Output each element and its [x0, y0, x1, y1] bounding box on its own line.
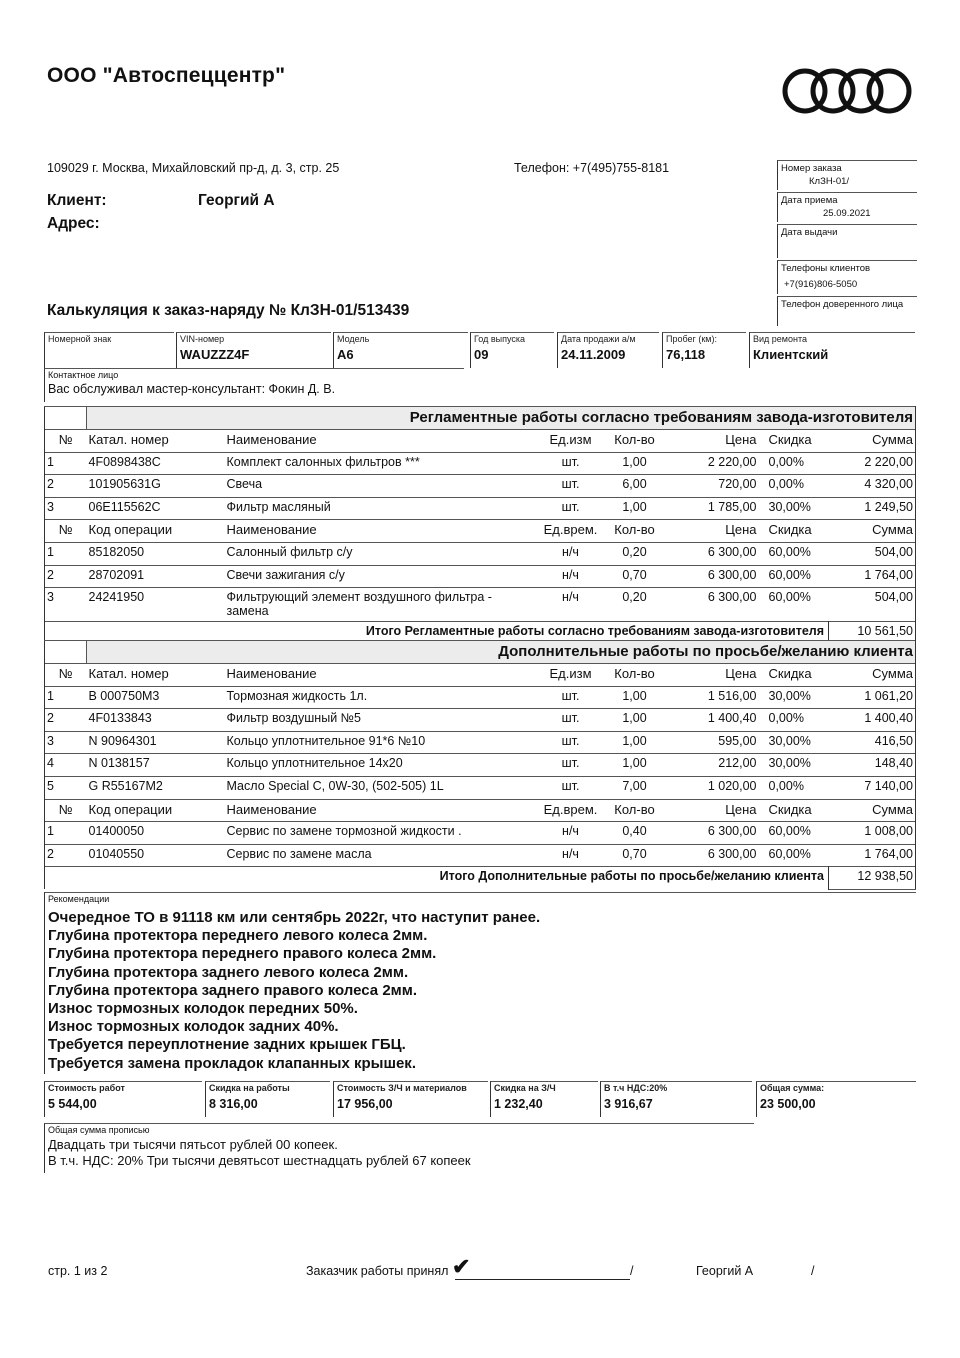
order-number-value: КлЗН-01/ [809, 176, 850, 187]
cell-sum: 4 320,00 [829, 475, 916, 498]
vat-box [600, 1081, 752, 1117]
contact-label: Контактное лицо [48, 370, 119, 380]
labor-discount-label: Скидка на работы [209, 1083, 290, 1093]
calculation-title: Калькуляция к заказ-наряду № КлЗН-01/513439 [47, 302, 410, 319]
parts-discount-value: 1 232,40 [494, 1097, 543, 1111]
year-label: Год выпуска [474, 334, 525, 344]
labor-cost-label: Стоимость работ [48, 1083, 125, 1093]
received-date-label: Дата приема [781, 195, 838, 206]
section-blank-cell [45, 641, 87, 664]
plate-number-box [44, 332, 174, 368]
cell-qty: 7,00 [605, 776, 665, 799]
cell-name: Кольцо уплотнительное 14x20 [225, 754, 537, 777]
column-header: Наименование [225, 520, 537, 543]
grand-total-label: Общая сумма: [760, 1083, 825, 1093]
cell-name: Сервис по замене масла [225, 844, 537, 867]
cell-code: 01040550 [87, 844, 225, 867]
cell-discount: 30,00% [759, 754, 829, 777]
order-number-box [777, 160, 917, 190]
column-header: Скидка [759, 799, 829, 822]
part-row [45, 776, 916, 799]
cell-price: 6 300,00 [665, 844, 759, 867]
client-phones-box [777, 260, 917, 294]
client-name: Георгий А [198, 192, 275, 209]
column-header: Кол-во [605, 520, 665, 543]
recommendation-line: Требуется замена прокладок клапанных крышек. [48, 1054, 416, 1072]
cell-name: Фильтрующий элемент воздушного фильтра - замена [225, 588, 537, 622]
column-header: Скидка [759, 520, 829, 543]
cell-unit: шт. [537, 686, 605, 709]
cell-code: N 0138157 [87, 754, 225, 777]
grand-total-value: 23 500,00 [760, 1097, 816, 1111]
cell-code: 06E115562C [87, 497, 225, 520]
additional-works-table [44, 640, 916, 890]
part-row [45, 731, 916, 754]
cell-price: 1 400,40 [665, 709, 759, 732]
column-header: Ед.изм [537, 664, 605, 687]
column-header: Цена [665, 430, 759, 453]
plate-number-label: Номерной знак [48, 334, 112, 344]
cell-unit: н/ч [537, 844, 605, 867]
column-header: Наименование [225, 430, 537, 453]
column-header: № [45, 799, 87, 822]
section-title-row [45, 641, 916, 664]
column-header: Наименование [225, 799, 537, 822]
year-value: 09 [474, 347, 489, 362]
column-header: Скидка [759, 430, 829, 453]
part-row [45, 497, 916, 520]
amount-in-words-label: Общая сумма прописью [48, 1125, 150, 1135]
column-header: Катал. номер [87, 430, 225, 453]
cell-code: 4F0133843 [87, 709, 225, 732]
cell-sum: 1 764,00 [829, 844, 916, 867]
cell-qty: 0,70 [605, 565, 665, 588]
recommendation-line: Износ тормозных колодок задних 40%. [48, 1018, 339, 1036]
recommendation-line: Глубина протектора переднего левого колеса 2мм. [48, 927, 428, 945]
recommendation-line: Глубина протектора заднего правого колеса 2мм. [48, 981, 418, 999]
mileage-box [662, 332, 746, 368]
column-header: Сумма [829, 520, 916, 543]
part-row [45, 452, 916, 475]
labor-cost-box [44, 1081, 202, 1117]
issue-date-label: Дата выдачи [781, 227, 838, 238]
column-header: Код операции [87, 520, 225, 543]
cell-qty: 1,00 [605, 452, 665, 475]
cell-code: G R55167M2 [87, 776, 225, 799]
sale-date-value: 24.11.2009 [561, 347, 626, 362]
column-header: Цена [665, 664, 759, 687]
year-box [470, 332, 554, 368]
order-number-label: Номер заказа [781, 163, 842, 174]
trusted-phone-label: Телефон доверенного лица [781, 299, 904, 310]
section-total-label: Итого Дополнительные работы по просьбе/желанию клиента [45, 867, 829, 890]
vin-label: VIN-номер [180, 334, 225, 344]
cell-name: Фильтр масляный [225, 497, 537, 520]
column-header: № [45, 520, 87, 543]
received-date-box [777, 192, 917, 222]
cell-code: 85182050 [87, 542, 225, 565]
column-header: Ед.врем. [537, 799, 605, 822]
contact-box [44, 368, 464, 402]
cell-code: B 000750M3 [87, 686, 225, 709]
column-header: Цена [665, 520, 759, 543]
scheduled-works-table [44, 406, 916, 645]
cell-unit: н/ч [537, 542, 605, 565]
cell-code: 101905631G [87, 475, 225, 498]
signature-line[interactable] [455, 1279, 630, 1280]
section-total-value: 12 938,50 [829, 867, 916, 890]
cell-no: 1 [45, 822, 87, 845]
cell-price: 595,00 [665, 731, 759, 754]
signer-name: Георгий А [696, 1264, 754, 1278]
cell-no: 2 [45, 475, 87, 498]
section-total-label: Итого Регламентные работы согласно требованиям завода-изготовителя [45, 622, 829, 645]
part-row [45, 754, 916, 777]
cell-no: 3 [45, 731, 87, 754]
cell-sum: 1 400,40 [829, 709, 916, 732]
labor-row [45, 588, 916, 622]
cell-sum: 148,40 [829, 754, 916, 777]
cell-discount: 60,00% [759, 844, 829, 867]
part-row [45, 475, 916, 498]
cell-sum: 504,00 [829, 588, 916, 622]
cell-unit: шт. [537, 731, 605, 754]
section-total-row [45, 867, 916, 890]
cell-unit: н/ч [537, 565, 605, 588]
column-header-row [45, 520, 916, 543]
contact-value: Вас обслуживал мастер-консультант: Фокин Д. В. [48, 382, 336, 396]
cell-sum: 1 061,20 [829, 686, 916, 709]
column-header: Ед.врем. [537, 520, 605, 543]
cell-code: 4F0898438C [87, 452, 225, 475]
parts-cost-label: Стоимость З/Ч и материалов [337, 1083, 467, 1093]
mileage-label: Пробег (км): [666, 334, 717, 344]
cell-qty: 0,70 [605, 844, 665, 867]
part-row [45, 709, 916, 732]
cell-no: 5 [45, 776, 87, 799]
recommendation-line: Требуется переуплотнение задних крышек ГБЦ. [48, 1036, 406, 1054]
cell-sum: 416,50 [829, 731, 916, 754]
labor-discount-value: 8 316,00 [209, 1097, 258, 1111]
column-header: Кол-во [605, 799, 665, 822]
cell-qty: 0,20 [605, 588, 665, 622]
cell-no: 1 [45, 542, 87, 565]
model-value: A6 [337, 347, 354, 362]
cell-sum: 504,00 [829, 542, 916, 565]
cell-qty: 1,00 [605, 754, 665, 777]
client-label: Клиент: [47, 192, 107, 209]
parts-cost-value: 17 956,00 [337, 1097, 393, 1111]
cell-unit: шт. [537, 497, 605, 520]
cell-discount: 60,00% [759, 565, 829, 588]
recommendations-label: Рекомендации [48, 894, 110, 904]
cell-discount: 0,00% [759, 452, 829, 475]
part-row [45, 686, 916, 709]
column-header: Сумма [829, 799, 916, 822]
cell-sum: 7 140,00 [829, 776, 916, 799]
cell-name: Тормозная жидкость 1л. [225, 686, 537, 709]
cell-qty: 6,00 [605, 475, 665, 498]
cell-name: Фильтр воздушный №5 [225, 709, 537, 732]
column-header: Цена [665, 799, 759, 822]
company-name: ООО "Автоспеццентр" [47, 64, 286, 87]
cell-price: 1 020,00 [665, 776, 759, 799]
column-header: № [45, 430, 87, 453]
cell-price: 1 785,00 [665, 497, 759, 520]
cell-price: 6 300,00 [665, 822, 759, 845]
vat-label: В т.ч НДС:20% [604, 1083, 668, 1093]
column-header-row [45, 799, 916, 822]
cell-no: 4 [45, 754, 87, 777]
cell-unit: шт. [537, 475, 605, 498]
sale-date-box [557, 332, 659, 368]
cell-price: 6 300,00 [665, 588, 759, 622]
column-header: Код операции [87, 799, 225, 822]
company-address: 109029 г. Москва, Михайловский пр-д, д. 3, стр. 25 [47, 161, 340, 175]
cell-qty: 1,00 [605, 709, 665, 732]
cell-no: 3 [45, 497, 87, 520]
cell-discount: 30,00% [759, 497, 829, 520]
labor-cost-value: 5 544,00 [48, 1097, 97, 1111]
parts-cost-box [333, 1081, 488, 1117]
labor-row [45, 844, 916, 867]
signer-slash: / [811, 1264, 815, 1278]
labor-row [45, 822, 916, 845]
cell-qty: 1,00 [605, 686, 665, 709]
cell-unit: шт. [537, 776, 605, 799]
page-number: стр. 1 из 2 [48, 1264, 108, 1278]
cell-name: Масло Special C, 0W-30, (502-505) 1L [225, 776, 537, 799]
cell-sum: 1 249,50 [829, 497, 916, 520]
cell-name: Свечи зажигания с/у [225, 565, 537, 588]
cell-discount: 30,00% [759, 731, 829, 754]
section-title-row [45, 407, 916, 430]
cell-name: Кольцо уплотнительное 91*6 №10 [225, 731, 537, 754]
four-rings-logo-icon [780, 66, 916, 116]
section-title: Регламентные работы согласно требованиям завода-изготовителя [87, 407, 916, 430]
column-header: Наименование [225, 664, 537, 687]
cell-price: 212,00 [665, 754, 759, 777]
cell-discount: 30,00% [759, 686, 829, 709]
customer-accepted-label: Заказчик работы принял [306, 1264, 449, 1278]
recommendation-line: Очередное ТО в 91118 км или сентябрь 2022г, что наступит ранее. [48, 909, 541, 926]
cell-qty: 1,00 [605, 497, 665, 520]
vin-box [176, 332, 331, 368]
cell-no: 2 [45, 709, 87, 732]
recommendation-line: Глубина протектора заднего левого колеса 2мм. [48, 963, 409, 981]
parts-discount-box [490, 1081, 598, 1117]
cell-qty: 1,00 [605, 731, 665, 754]
cell-unit: шт. [537, 709, 605, 732]
cell-price: 6 300,00 [665, 565, 759, 588]
signature-slash: / [630, 1264, 634, 1278]
recommendation-line: Глубина протектора переднего правого колеса 2мм. [48, 945, 437, 963]
grand-total-box [756, 1081, 916, 1117]
cell-discount: 0,00% [759, 776, 829, 799]
issue-date-box [777, 224, 917, 258]
parts-discount-label: Скидка на З/Ч [494, 1083, 556, 1093]
column-header: Ед.изм [537, 430, 605, 453]
column-header: Сумма [829, 430, 916, 453]
column-header: Кол-во [605, 430, 665, 453]
cell-name: Салонный фильтр с/у [225, 542, 537, 565]
cell-price: 6 300,00 [665, 542, 759, 565]
sale-date-label: Дата продажи а/м [561, 334, 636, 344]
section-title: Дополнительные работы по просьбе/желанию клиента [87, 641, 916, 664]
labor-discount-box [205, 1081, 330, 1117]
cell-price: 2 220,00 [665, 452, 759, 475]
cell-no: 1 [45, 452, 87, 475]
vat-value: 3 916,67 [604, 1097, 653, 1111]
cell-no: 2 [45, 844, 87, 867]
column-header: № [45, 664, 87, 687]
recommendation-line: Износ тормозных колодок передних 50%. [48, 1000, 358, 1018]
cell-name: Свеча [225, 475, 537, 498]
repair-type-value: Клиентский [753, 347, 829, 362]
cell-unit: н/ч [537, 588, 605, 622]
address-label: Адрес: [47, 215, 100, 232]
labor-row [45, 565, 916, 588]
labor-row [45, 542, 916, 565]
cell-unit: шт. [537, 754, 605, 777]
cell-no: 2 [45, 565, 87, 588]
vat-in-words-line: В т.ч. НДС: 20% Три тысячи девятьсот шестнадцать рублей 67 копеек [48, 1152, 471, 1168]
cell-code: 24241950 [87, 588, 225, 622]
vin-value: WAUZZZ4F [180, 347, 250, 362]
cell-qty: 0,20 [605, 542, 665, 565]
cell-discount: 0,00% [759, 475, 829, 498]
cell-sum: 2 220,00 [829, 452, 916, 475]
cell-no: 3 [45, 588, 87, 622]
cell-discount: 60,00% [759, 542, 829, 565]
cell-unit: шт. [537, 452, 605, 475]
section-total-value: 10 561,50 [829, 622, 916, 645]
column-header-row [45, 664, 916, 687]
cell-discount: 0,00% [759, 709, 829, 732]
company-phone: Телефон: +7(495)755-8181 [514, 161, 670, 175]
cell-sum: 1 764,00 [829, 565, 916, 588]
column-header: Кол-во [605, 664, 665, 687]
column-header: Катал. номер [87, 664, 225, 687]
client-phones-value: +7(916)806-5050 [784, 279, 858, 290]
amount-in-words-box [44, 1123, 754, 1173]
recommendations-box [44, 892, 916, 1074]
trusted-phone-box [777, 296, 917, 326]
model-label: Модель [337, 334, 370, 344]
section-blank-cell [45, 407, 87, 430]
column-header: Сумма [829, 664, 916, 687]
cell-code: N 90964301 [87, 731, 225, 754]
client-phones-label: Телефоны клиентов [781, 263, 871, 274]
column-header-row [45, 430, 916, 453]
cell-name: Сервис по замене тормозной жидкости . [225, 822, 537, 845]
cell-unit: н/ч [537, 822, 605, 845]
cell-name: Комплект салонных фильтров *** [225, 452, 537, 475]
cell-code: 01400050 [87, 822, 225, 845]
cell-price: 1 516,00 [665, 686, 759, 709]
amount-in-words-line: Двадцать три тысячи пятьсот рублей 00 копеек. [48, 1137, 338, 1152]
cell-sum: 1 008,00 [829, 822, 916, 845]
cell-code: 28702091 [87, 565, 225, 588]
check-mark-icon: ✔ [452, 1254, 471, 1279]
mileage-value: 76,118 [666, 347, 706, 362]
cell-discount: 60,00% [759, 822, 829, 845]
cell-price: 720,00 [665, 475, 759, 498]
cell-no: 1 [45, 686, 87, 709]
repair-type-label: Вид ремонта [753, 334, 807, 344]
received-date-value: 25.09.2021 [823, 208, 871, 219]
model-box [333, 332, 468, 368]
repair-type-box [749, 332, 915, 368]
column-header: Скидка [759, 664, 829, 687]
cell-qty: 0,40 [605, 822, 665, 845]
cell-discount: 60,00% [759, 588, 829, 622]
